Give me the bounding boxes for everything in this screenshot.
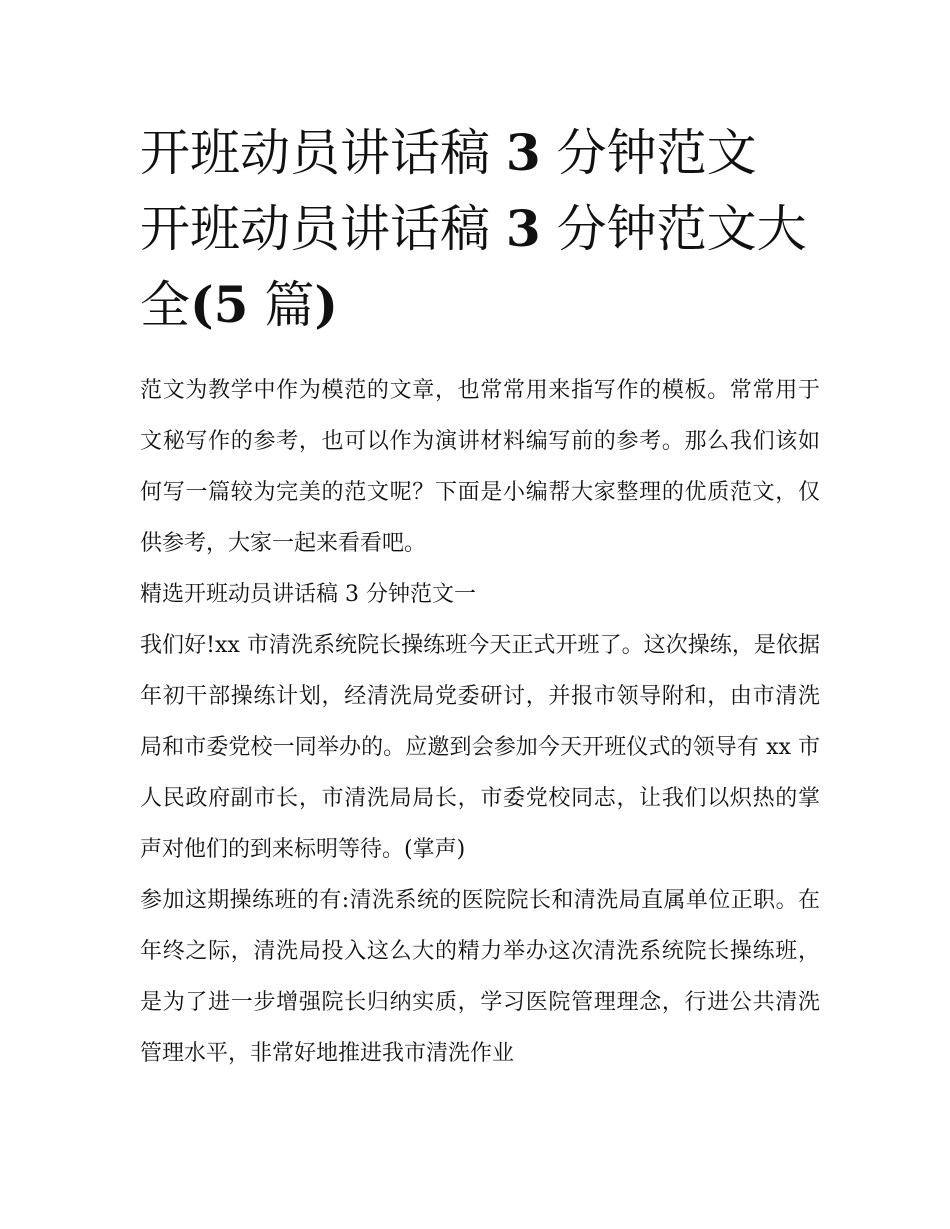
intro-paragraph: 范文为教学中作为模范的文章，也常常用来指写作的模板。常常用于文秘写作的参考，也可以作为演讲材料编写前的参考。那么我们该如何写一篇较为完美的范文呢？下面是小编帮大家整理的优质范文，仅供参考，大家一起来看看吧。 bbox=[140, 378, 820, 556]
body-paragraph: 参加这期操练班的有:清洗系统的医院院长和清洗局直属单位正职。在年终之际，清洗局投入这么大的精力举办这次清洗系统院长操练班，是为了进一步增强院长归纳实质，学习医院管理理念，行进公共清洗管理水平，非常好地推进我市清洗作业 bbox=[140, 888, 820, 1066]
body-paragraph: 我们好!xx 市清洗系统院长操练班今天正式开班了。这次操练，是依据年初干部操练计划，经清洗局党委研讨，并报市领导附和，由市清洗局和市委党校一同举办的。应邀到会参加今天开班仪式的领导有 xx 市人民政府副市长，市清洗局局长，市委党校同志，让我们以炽热的掌声对他们的到来标明等待。(掌声) bbox=[140, 633, 820, 862]
section-heading: 精选开班动员讲话稿 3 分钟范文一 bbox=[140, 582, 476, 607]
document-title: 开班动员讲话稿 3 分钟范文 开班动员讲话稿 3 分钟范文大全(5 篇) bbox=[140, 123, 807, 334]
document-body bbox=[140, 115, 820, 1079]
